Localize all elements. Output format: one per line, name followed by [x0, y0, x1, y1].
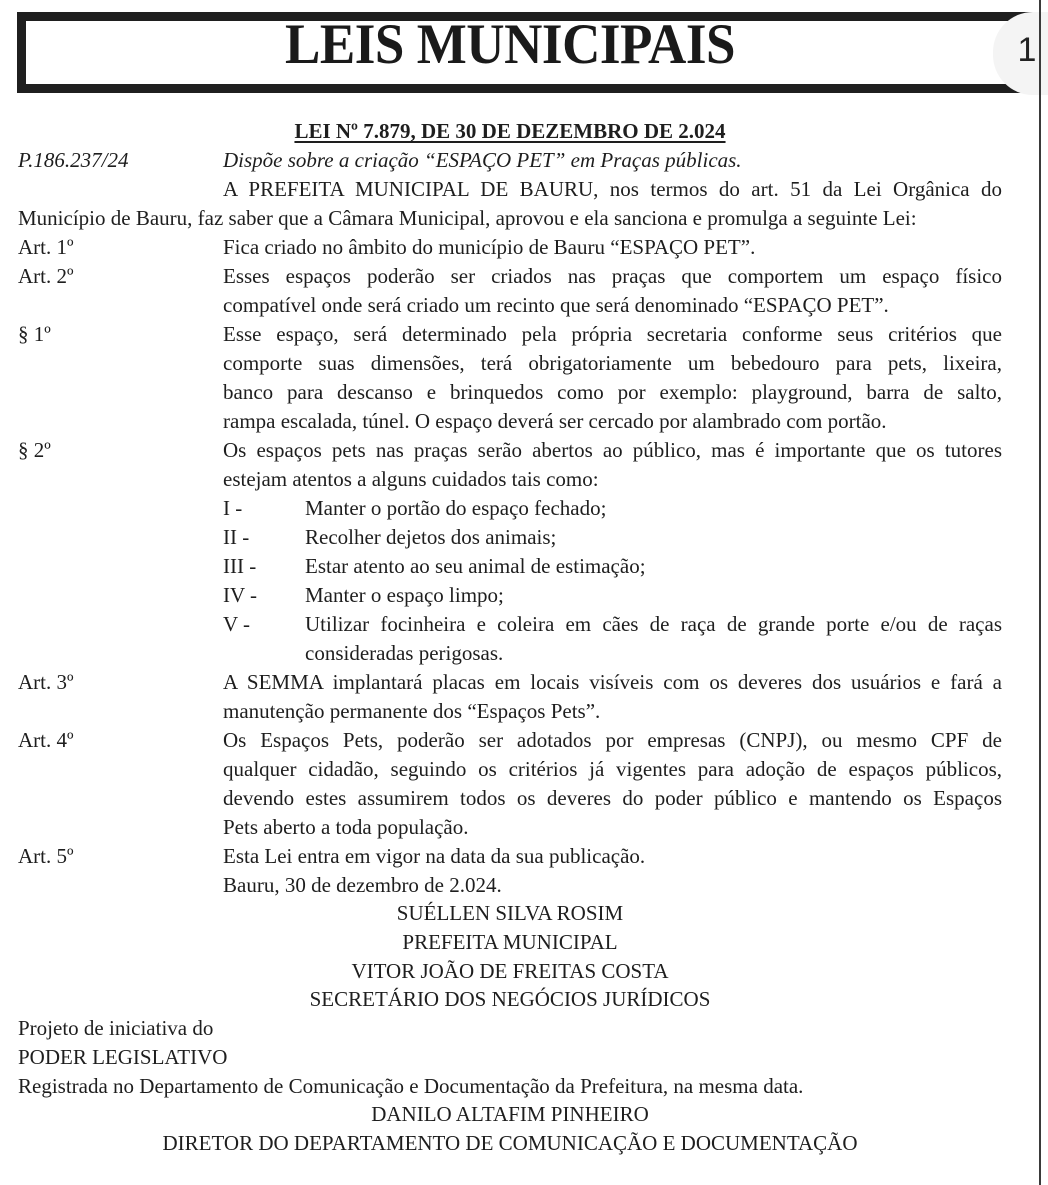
article-label: Art. 4º: [18, 728, 74, 752]
list-numeral: V -: [223, 612, 251, 636]
paragraph-text: estejam atentos a alguns cuidados tais como:: [223, 467, 599, 491]
list-item: Manter o portão do espaço fechado;: [305, 496, 607, 520]
list-item: Utilizar focinheira e coleira em cães de raça de grande porte e/ou de raças: [305, 612, 1002, 636]
article-text: Fica criado no âmbito do município de Bauru “ESPAÇO PET”.: [223, 235, 756, 259]
registrar-name: DANILO ALTAFIM PINHEIRO: [371, 1102, 649, 1126]
article-text: devendo estes assumirem todos os deveres do poder público e mantendo os Espaços: [223, 786, 1002, 810]
paragraph-label: § 1º: [18, 322, 51, 346]
list-numeral: I -: [223, 496, 243, 520]
law-summary: Dispõe sobre a criação “ESPAÇO PET” em Praças públicas.: [223, 148, 742, 172]
article-label: Art. 2º: [18, 264, 74, 288]
paragraph-text: rampa escalada, túnel. O espaço deverá ser cercado por alambrado com portão.: [223, 409, 887, 433]
place-date: Bauru, 30 de dezembro de 2.024.: [223, 873, 502, 897]
registration-note: Registrada no Departamento de Comunicação e Documentação da Prefeitura, na mesma data.: [18, 1074, 804, 1098]
list-item: Recolher dejetos dos animais;: [305, 525, 557, 549]
article-text: manutenção permanente dos “Espaços Pets”.: [223, 699, 601, 723]
article-text: A SEMMA implantará placas em locais visíveis com os deveres dos usuários e fará a: [223, 670, 1002, 694]
preamble-line: Município de Bauru, faz saber que a Câmara Municipal, aprovou e ela sanciona e promulga a seguinte Lei:: [18, 206, 917, 230]
paragraph-text: Esse espaço, será determinado pela própria secretaria conforme seus critérios que: [223, 322, 1002, 346]
signatory-title: SECRETÁRIO DOS NEGÓCIOS JURÍDICOS: [309, 987, 711, 1011]
list-item: Estar atento ao seu animal de estimação;: [305, 554, 646, 578]
initiative-note: PODER LEGISLATIVO: [18, 1045, 228, 1069]
article-text: Pets aberto a toda população.: [223, 815, 469, 839]
signatory-name: SUÉLLEN SILVA ROSIM: [396, 901, 624, 925]
page-number: 1: [1017, 31, 1037, 69]
preamble-line: A PREFEITA MUNICIPAL DE BAURU, nos termos do art. 51 da Lei Orgânica do: [223, 177, 1002, 201]
paragraph-text: comporte suas dimensões, terá obrigatoriamente um bebedouro para pets, lixeira,: [223, 351, 1002, 375]
registrar-title: DIRETOR DO DEPARTAMENTO DE COMUNICAÇÃO E DOCUMENTAÇÃO: [162, 1131, 858, 1155]
paragraph-text: banco para descanso e brinquedos como por exemplo: playground, barra de salto,: [223, 380, 1002, 404]
article-label: Art. 3º: [18, 670, 74, 694]
signatory-name: VITOR JOÃO DE FREITAS COSTA: [351, 959, 669, 983]
list-item: Manter o espaço limpo;: [305, 583, 504, 607]
list-item: consideradas perigosas.: [305, 641, 504, 665]
article-label: Art. 5º: [18, 844, 74, 868]
article-text: qualquer cidadão, seguindo os critérios já vigentes para adoção de espaços públicos,: [223, 757, 1002, 781]
section-title: LEIS MUNICIPAIS: [284, 13, 736, 76]
article-text: Os Espaços Pets, poderão ser adotados por empresas (CNPJ), ou mesmo CPF de: [223, 728, 1002, 752]
article-text: compatível onde será criado um recinto que será denominado “ESPAÇO PET”.: [223, 293, 889, 317]
list-numeral: IV -: [223, 583, 258, 607]
article-text: Esses espaços poderão ser criados nas praças que comportem um espaço físico: [223, 264, 1002, 288]
process-number: P.186.237/24: [18, 148, 129, 172]
article-label: Art. 1º: [18, 235, 74, 259]
signatory-title: PREFEITA MUNICIPAL: [402, 930, 618, 954]
list-numeral: II -: [223, 525, 250, 549]
list-numeral: III -: [223, 554, 257, 578]
paragraph-label: § 2º: [18, 438, 51, 462]
page-edge-divider: [1039, 0, 1041, 1185]
paragraph-text: Os espaços pets nas praças serão abertos ao público, mas é importante que os tutores: [223, 438, 1002, 462]
initiative-note: Projeto de iniciativa do: [18, 1016, 214, 1040]
article-text: Esta Lei entra em vigor na data da sua publicação.: [223, 844, 646, 868]
law-title: LEI Nº 7.879, DE 30 DE DEZEMBRO DE 2.024: [294, 119, 726, 143]
